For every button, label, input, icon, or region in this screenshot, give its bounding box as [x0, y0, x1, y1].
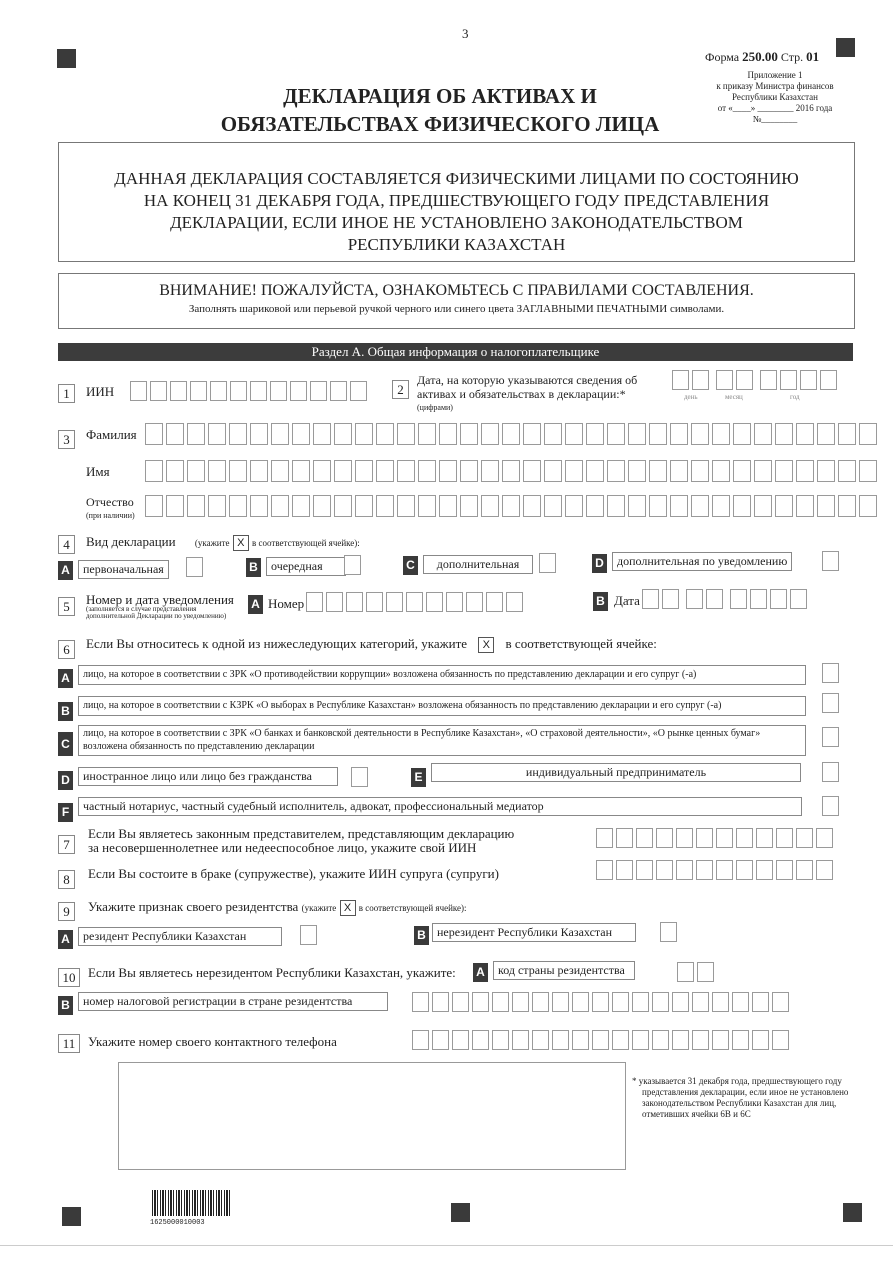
- resident-label: резидент Республики Казахстан: [78, 927, 282, 946]
- notice-box: [58, 142, 855, 262]
- form-number: 250.00: [742, 49, 778, 64]
- spouse-iin-label: Если Вы состоите в браке (супружестве), укажите ИИН супруга (супруги): [88, 866, 499, 881]
- category-label: [86, 636, 657, 653]
- field-number-7: 7: [58, 835, 75, 854]
- field-number-2: 2: [392, 380, 409, 399]
- letter-5b: B: [593, 592, 608, 611]
- country-code-label: код страны резидентства: [493, 961, 635, 980]
- category-x-example: X: [478, 637, 494, 653]
- resident-checkbox[interactable]: [300, 925, 317, 945]
- declaration-type-hint-post: в соответствующей ячейке):: [252, 538, 360, 548]
- field-number-4: 4: [58, 535, 75, 554]
- report-date-note: (цифрами): [417, 403, 453, 412]
- letter-4c: C: [403, 556, 418, 575]
- notice-date-input[interactable]: [642, 589, 810, 609]
- appendix-line3: Республики Казахстан: [732, 92, 818, 102]
- option-additional-notice-checkbox[interactable]: [822, 551, 839, 571]
- name-label: Имя: [86, 464, 110, 479]
- tax-registration-label: номер налоговой регистрации в стране резидентства: [78, 992, 388, 1011]
- page-title: [170, 82, 710, 138]
- page-number: 3: [462, 26, 469, 41]
- field-number-1: 1: [58, 384, 75, 403]
- surname-input[interactable]: [145, 423, 880, 445]
- notice-note1: (заполняется в случае представления: [86, 605, 197, 613]
- notice-number-label: Номер: [268, 596, 305, 611]
- category-b-text: лицо, на которое в соответствии с КЗРК «О выборах в Республике Казахстан» возложена обязанность по представлению декларации и его супруг (-а): [78, 696, 806, 716]
- notice-line3: ДЕКЛАРАЦИИ, ЕСЛИ ИНОЕ НЕ УСТАНОВЛЕНО ЗАКОНОДАТЕЛЬСТВОМ: [170, 213, 743, 232]
- category-c-checkbox[interactable]: [822, 727, 839, 747]
- option-regular-checkbox[interactable]: [344, 555, 361, 575]
- barcode: [152, 1190, 232, 1216]
- field-number-10: 10: [58, 968, 80, 987]
- form-label: Форма: [705, 50, 740, 64]
- patronymic-note: (при наличии): [86, 511, 135, 520]
- appendix-line2: к приказу Министра финансов: [716, 81, 834, 91]
- report-date-line1: Дата, на которую указываются сведения об: [417, 373, 638, 387]
- category-label-post: в соответствующей ячейке:: [505, 636, 657, 651]
- appendix-line4: от «____» ________ 2016 года: [717, 103, 833, 113]
- attention-box: [58, 273, 855, 329]
- letter-6e: E: [411, 768, 426, 787]
- date-year-caption: год: [790, 393, 800, 401]
- name-input[interactable]: [145, 460, 880, 482]
- corner-marker-bottom-left: [62, 1207, 81, 1226]
- patronymic-label-text: Отчество: [86, 495, 134, 509]
- field-number-6: 6: [58, 640, 75, 659]
- letter-9a: A: [58, 930, 73, 949]
- footnote-line3: законодательством Республики Казахстан для лиц,: [642, 1098, 837, 1108]
- category-label-text: Если Вы относитесь к одной из нижеследующих категорий, укажите: [86, 636, 468, 651]
- nonresident-label: нерезидент Республики Казахстан: [432, 923, 636, 942]
- footnote-line1: * указывается 31 декабря года, предшествующего году: [632, 1076, 842, 1086]
- category-a-text: лицо, на которое в соответствии с ЗРК «О противодействии коррупции» возложена обязанность по представлению декларации и его супруг (-а): [78, 665, 806, 685]
- field-number-8: 8: [58, 870, 75, 889]
- category-d-checkbox[interactable]: [351, 767, 368, 787]
- notice-number-date-text: Номер и дата уведомления: [86, 592, 234, 607]
- residency-x-example: X: [340, 900, 356, 916]
- letter-10b: B: [58, 996, 73, 1015]
- appendix-line5: №________: [752, 114, 798, 124]
- attention-title: ВНИМАНИЕ! ПОЖАЛУЙСТА, ОЗНАКОМЬТЕСЬ С ПРАВИЛАМИ СОСТАВЛЕНИЯ.: [159, 282, 754, 299]
- corner-marker-bottom-right: [843, 1203, 862, 1222]
- notice-text: [59, 168, 854, 256]
- residency-hint-post: в соответствующей ячейке):: [358, 903, 467, 913]
- form-page: 01: [806, 49, 820, 64]
- appendix-line1: Приложение 1: [747, 70, 803, 80]
- declaration-type-hint-pre: (укажите: [194, 538, 230, 548]
- declaration-type-label: [86, 534, 360, 551]
- iin-input[interactable]: [130, 381, 370, 401]
- title-line1: ДЕКЛАРАЦИЯ ОБ АКТИВАХ И: [283, 84, 597, 108]
- barcode-number: 1625000010003: [150, 1219, 205, 1227]
- date-day-caption: день: [684, 393, 698, 401]
- corner-marker-bottom-center: [451, 1203, 470, 1222]
- option-initial-checkbox[interactable]: [186, 557, 203, 577]
- footnote-line2: представления декларации, если иное не установлено: [642, 1087, 849, 1097]
- nonresident-info-label: Если Вы являетесь нерезидентом Республики Казахстан, укажите:: [88, 965, 456, 980]
- letter-6d: D: [58, 771, 73, 790]
- declaration-type-text: Вид декларации: [86, 534, 176, 549]
- option-additional-label: дополнительная: [423, 555, 533, 574]
- residency-label-text: Укажите признак своего резидентства: [88, 899, 299, 914]
- residency-hint-pre: (укажите: [301, 903, 337, 913]
- category-f-checkbox[interactable]: [822, 796, 839, 816]
- phone-input[interactable]: [412, 1030, 792, 1050]
- notice-date-label: Дата: [614, 593, 640, 608]
- representative-line1: Если Вы являетесь законным представителем, представляющим декларацию: [88, 826, 515, 841]
- form-code: [705, 49, 819, 65]
- footnote-line4: отметивших ячейки 6В и 6С: [642, 1109, 751, 1119]
- residency-label: [88, 899, 467, 916]
- phone-label: Укажите номер своего контактного телефона: [88, 1034, 337, 1049]
- category-f-text: частный нотариус, частный судебный исполнитель, адвокат, профессиональный медиатор: [78, 797, 802, 816]
- corner-marker-top-left: [57, 49, 76, 68]
- report-date-input[interactable]: [672, 370, 840, 390]
- stamp-area: [118, 1062, 626, 1170]
- patronymic-input[interactable]: [145, 495, 880, 517]
- category-c-line2: возложена обязанность по представлению декларации: [83, 741, 315, 752]
- iin-label: ИИН: [86, 384, 115, 399]
- representative-iin-input[interactable]: [596, 828, 836, 848]
- notice-note2: дополнительной Декларации по уведомлению): [86, 612, 227, 620]
- letter-6c: C: [58, 732, 73, 756]
- category-e-checkbox[interactable]: [822, 762, 839, 782]
- notice-line4: РЕСПУБЛИКИ КАЗАХСТАН: [347, 235, 566, 254]
- field-number-5: 5: [58, 597, 75, 616]
- option-initial-label: первоначальная: [78, 560, 169, 579]
- letter-5a: A: [248, 595, 263, 614]
- letter-4d: D: [592, 554, 607, 573]
- report-date-label: [417, 373, 637, 415]
- option-regular-label: очередная: [266, 557, 346, 576]
- category-c-line1: лицо, на которое в соответствии с ЗРК «О банках и банковской деятельности в Республике Казахстан», «О страховой деятельности», «О рынке ценных бумаг»: [83, 728, 761, 739]
- section-a-banner: Раздел А. Общая информация о налогоплательщике: [58, 343, 853, 361]
- letter-9b: B: [414, 926, 429, 945]
- field-number-3: 3: [58, 430, 75, 449]
- corner-marker-top-right: [836, 38, 855, 57]
- report-date-line2: активах и обязательствах в декларации:*: [417, 387, 626, 401]
- nonresident-checkbox[interactable]: [660, 922, 677, 942]
- notice-line2: НА КОНЕЦ 31 ДЕКАБРЯ ГОДА, ПРЕДШЕСТВУЮЩЕГО ГОДУ ПРЕДСТАВЛЕНИЯ: [143, 191, 770, 210]
- letter-6f: F: [58, 803, 73, 822]
- option-additional-notice-label: дополнительная по уведомлению: [612, 552, 792, 571]
- field-number-9: 9: [58, 902, 75, 921]
- date-month-caption: месяц: [725, 393, 743, 401]
- category-c-text: [78, 725, 806, 756]
- field-number-11: 11: [58, 1034, 80, 1053]
- surname-label: Фамилия: [86, 427, 137, 442]
- x-mark-example: X: [233, 535, 249, 551]
- option-additional-checkbox[interactable]: [539, 553, 556, 573]
- representative-line2: за несовершеннолетнее или недееспособное лицо, укажите свой ИИН: [88, 840, 477, 855]
- letter-10a: A: [473, 963, 488, 982]
- notice-number-input[interactable]: [306, 592, 526, 612]
- notice-line1: ДАННАЯ ДЕКЛАРАЦИЯ СОСТАВЛЯЕТСЯ ФИЗИЧЕСКИМИ ЛИЦАМИ ПО СОСТОЯНИЮ: [114, 169, 799, 188]
- category-e-text: индивидуальный предприниматель: [431, 763, 801, 782]
- letter-6a: A: [58, 669, 73, 688]
- title-line2: ОБЯЗАТЕЛЬСТВАХ ФИЗИЧЕСКОГО ЛИЦА: [220, 112, 660, 136]
- spouse-iin-input[interactable]: [596, 860, 836, 880]
- attention-subtitle: Заполнять шариковой или перьевой ручкой черного или синего цвета ЗАГЛАВНЫМИ ПЕЧАТНЫМИ символами.: [188, 303, 725, 315]
- footnote: [632, 1076, 857, 1120]
- country-code-input[interactable]: [677, 962, 717, 982]
- appendix-block: [690, 70, 860, 125]
- letter-6b: B: [58, 702, 73, 721]
- tax-registration-input[interactable]: [412, 992, 792, 1012]
- notice-number-date-label: [86, 594, 234, 620]
- patronymic-label: [86, 496, 135, 522]
- letter-4a: A: [58, 561, 73, 580]
- page-bottom-edge: [0, 1245, 893, 1246]
- representative-label: [88, 827, 514, 855]
- page-label: Стр.: [780, 50, 804, 64]
- category-d-text: иностранное лицо или лицо без гражданства: [78, 767, 338, 786]
- category-a-checkbox[interactable]: [822, 663, 839, 683]
- letter-4b: B: [246, 558, 261, 577]
- category-b-checkbox[interactable]: [822, 693, 839, 713]
